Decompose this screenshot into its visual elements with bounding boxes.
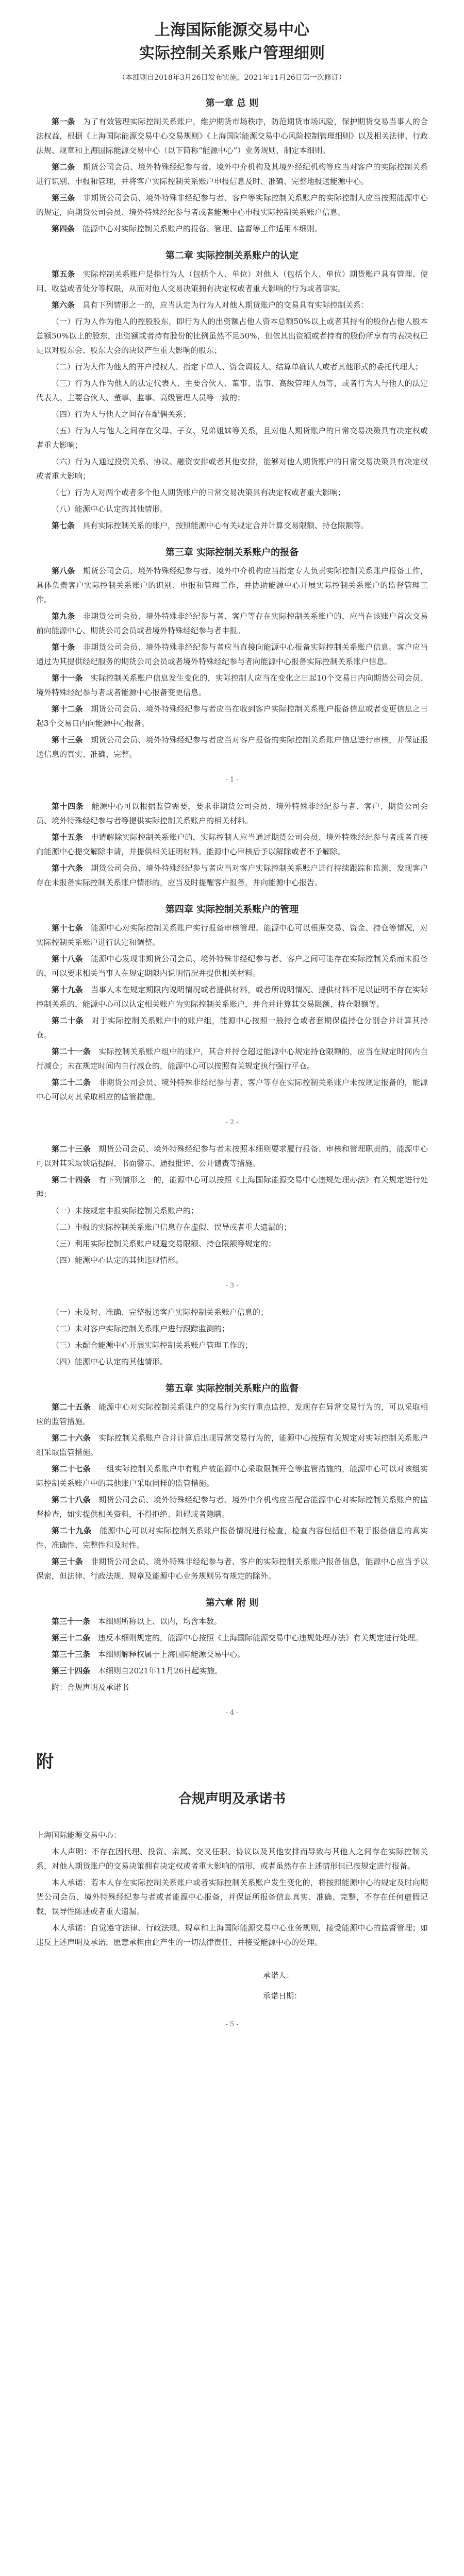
- article-number: 第九条: [52, 612, 75, 621]
- article-text: 能源中心对实际控制关系账户的报备、管理、监督等工作适用本细则。: [82, 224, 323, 233]
- article-paragraph: [36, 114, 428, 158]
- article-text: 非期货公司会员、境外特殊非经纪参与者、客户的实际控制关系账户报备信息，能源中心应当予以保密，但法律、行政法规、规章及能源中心业务规则另有规定的除外。: [36, 1557, 428, 1581]
- article-paragraph: [36, 360, 428, 374]
- chapter-heading: 第三章 实际控制关系账户的报备: [165, 547, 299, 558]
- article-text: 具有下列情形之一的，应当认定为行为人对他人期货账户的交易具有实际控制关系：: [82, 300, 369, 310]
- article-text: （二）申报的实际控制关系账户信息存在虚假、误导或者重大遗漏的；: [52, 1223, 292, 1232]
- article-text: （四）行为人与他人之间存在配偶关系；: [52, 410, 191, 419]
- article-paragraph: [36, 671, 428, 700]
- article-paragraph: [36, 1680, 428, 1694]
- article-text: 能源中心对实际控制关系账户实行报备审核管理。能源中心可以根据交易、资金、持仓等情况，对实际控制关系账户进行认定和调整。: [36, 923, 428, 947]
- article-number: 第七条: [52, 521, 75, 530]
- article-text: 期货公司会员、境外特殊经纪参与者、境外中介机构应当配合能源中心对实际控制关系账户的监督检查，如实提供相关资料，不得拒绝、阻碍或者隐瞒。: [36, 1495, 428, 1519]
- article-text: 期货公司会员、境外特殊经纪参与者应当对客户实际控制关系账户进行持续跟踪和监测，发现客户存在未报备实际控制关系账户情形的，应当及时提醒客户报备，并向能源中心报告。: [36, 863, 428, 887]
- article-paragraph: [36, 1400, 428, 1429]
- article-text: 一组实际控制关系账户中有账户被能源中心采取限制开仓等监管措施的，能源中心可以对该组实际控制关系账户中的其他账户采取同样的监管措施。: [36, 1464, 428, 1488]
- article-text: 申请解除实际控制关系账户的，实际控制人应当通过期货公司会员、境外特殊经纪参与者或者直接向能源中心提交解除申请，并提供相关证明材料。能源中心审核后予以解除或者不予解除。: [36, 833, 428, 856]
- article-text: 能源中心可以根据监管需要，要求非期货公司会员、境外特殊非经纪参与者、客户、期货公司会员、境外特殊经纪参与者等提供实际控制关系账户的相关材料。: [36, 802, 428, 825]
- annex-paragraph: 本人承诺：若本人存在实际控制关系账户或者实际控制关系账户发生变化的，将按照能源中心的规定及时向期货公司会员、境外特殊经纪参与者或者能源中心报备，并保证所报备信息真实、准确、完整，不存在任何虚假记载、误导性陈述或者重大遗漏。: [36, 1878, 428, 1916]
- article-paragraph: [36, 1647, 428, 1662]
- page-number: - 5 -: [225, 2021, 239, 2028]
- article-text: （三）未配合能源中心开展实际控制关系账户管理工作的；: [52, 1341, 253, 1350]
- title-line-2: 实际控制关系账户管理细则: [139, 44, 325, 62]
- signer-label: 承诺人：: [263, 1971, 294, 1980]
- article-text: 为了有效管理实际控制关系账户，维护期货市场秩序，防范期货市场风险，保护期货交易当事人的合法权益，根据《上海国际能源交易中心交易规则》《上海国际能源交易中心风险控制管理细则》以及相关法律、行政法规、规章和上海国际能源交易中心（以下简称“能源中心”）业务规则，制定本细则。: [36, 117, 428, 155]
- article-text: 期货公司会员、境外特殊经纪参与者、境外中介机构及其境外经纪机构等应当对客户的实际控制关系进行识别、申报和管理，并将客户实际控制关系账户申报信息及时、准确、完整地报送能源中心。: [36, 162, 428, 186]
- article-number: 第三十一条: [52, 1617, 91, 1626]
- article-paragraph: [36, 1462, 428, 1490]
- article-paragraph: [36, 640, 428, 669]
- article-paragraph: [36, 1493, 428, 1521]
- article-number: 第三十条: [52, 1557, 83, 1566]
- chapter-heading: 第六章 附 则: [205, 1598, 259, 1608]
- article-text: 非期货公司会员、境外特殊非经纪参与者、客户等实际控制关系账户的实际控制人应当按照能源中心的规定，向期货公司会员、境外特殊经纪参与者或者能源中心申报实际控制关系账户信息。: [36, 193, 428, 217]
- article-text: 非期货公司会员、境外特殊非经纪参与者、客户等存在实际控制关系账户的，应当在该账户首次交易前向能源中心、期货公司会员或者境外特殊经纪参与者申报。: [36, 612, 428, 635]
- article-paragraph: [36, 1631, 428, 1645]
- article-text: 能源中心发现非期货公司会员、境外特殊非经纪参与者、客户之间可能存在实际控制关系而未报备的，可以要求相关当事人在规定期限内说明情况并提供相关材料。: [36, 954, 428, 978]
- issuance-note: （本细则自2018年3月26日发布实施，2021年11月26日第一次修订）: [118, 74, 346, 82]
- article-paragraph: [36, 799, 428, 828]
- article-text: 本细则解释权属于上海国际能源交易中心。: [98, 1650, 245, 1659]
- article-number: 第十八条: [52, 954, 83, 963]
- article-text: 附：合规声明及承诺书: [52, 1683, 129, 1692]
- article-paragraph: [36, 502, 428, 516]
- article-text: 实际控制关系账户组中的账户，其合并持仓超过能源中心规定持仓限额的，应当在规定时间内自行减仓；未在规定时间内自行减仓的，能源中心可以按照有关规定执行强行平仓。: [36, 1047, 428, 1071]
- article-text: （七）行为人对两个或者多个他人期货账户的日常交易决策具有决定权或者重大影响；: [52, 488, 346, 497]
- article-text: 有下列情形之一的，能源中心可以按照《上海国际能源交易中心违规处理办法》有关规定进行处理：: [36, 1175, 428, 1199]
- article-text: 期货公司会员、境外特殊经纪参与者应当在收到客户实际控制关系账户报备信息或者变更信息之日起3个交易日内向能源中心报备。: [36, 704, 428, 728]
- article-number: 第二十二条: [52, 1078, 91, 1087]
- article-text: 对于实际控制关系账户中的账户组，能源中心按照一般持仓或者套期保值持仓分别合并计算其持仓。: [36, 1016, 428, 1040]
- article-text: 非期货公司会员、境外特殊非经纪参与者应当直接向能源中心报备实际控制关系账户信息。客户应当通过为其提供经纪服务的期货公司会员或者境外特殊经纪参与者向能源中心报备实际控制关系账户信息。: [36, 642, 428, 666]
- article-number: 第四条: [52, 224, 75, 233]
- article-text: （三）利用实际控制关系账户规避交易限额、持仓限额等规定的；: [52, 1239, 276, 1248]
- article-text: 当事人未在规定期限内说明情况或者提供材料，或者所说明情况、提供材料不足以证明不存在实际控制关系的，能源中心可以认定相关账户为实际控制关系账户，并合并计算其交易限额、持仓限额等。: [36, 985, 428, 1009]
- article-text: 能源中心对实际控制关系账户的交易行为实行重点监控，发现存在异常交易行为的，可以采取相应的监管措施。: [36, 1402, 428, 1426]
- article-paragraph: [36, 830, 428, 859]
- article-paragraph: [36, 314, 428, 358]
- article-number: 第三条: [52, 193, 75, 202]
- annex-title: 合规声明及承诺书: [178, 1791, 286, 1807]
- annex-addressee: 上海国际能源交易中心：: [36, 1831, 122, 1840]
- article-text: 实际控制关系账户信息发生变化的，实际控制人应当在变化之日起10个交易日内向期货公司会员、境外特殊经纪参与者或者能源中心报备变更信息。: [36, 673, 428, 697]
- article-paragraph: [36, 267, 428, 296]
- article-number: 第十九条: [52, 985, 83, 994]
- article-paragraph: [36, 1664, 428, 1678]
- article-paragraph: [36, 454, 428, 483]
- article-paragraph: [36, 1431, 428, 1460]
- article-text: （六）行为人通过投资关系、协议、融资安排或者其他安排，能够对他人期货账户的日常交易决策具有决定权或者重大影响；: [36, 457, 428, 481]
- article-number: 第六条: [52, 300, 75, 310]
- annex-label: 附: [36, 1752, 54, 1772]
- article-number: 第十三条: [52, 735, 83, 744]
- article-paragraph: [36, 733, 428, 761]
- page-number: - 4 -: [225, 1709, 239, 1717]
- article-text: （五）行为人与他人之间存在父母、子女、兄弟姐妹等关系，且对他人期货账户的日常交易决策具有决定权或者重大影响；: [36, 426, 428, 450]
- article-number: 第二十一条: [52, 1047, 91, 1056]
- chapter-heading: 第五章 实际控制关系账户的监督: [165, 1383, 299, 1394]
- chapter-heading: 第四章 实际控制关系账户的管理: [165, 904, 299, 915]
- article-text: 实际控制关系账户是指行为人（包括个人、单位）对他人（包括个人、单位）期货账户具有管理、使用、收益或者处分等权限，从而对他人交易决策拥有决定权或者重大影响的行为或者事实。: [36, 269, 428, 293]
- article-paragraph: [36, 485, 428, 500]
- article-text: 本细则自2021年11月26日起实施。: [98, 1666, 223, 1675]
- article-paragraph: [36, 1338, 428, 1352]
- article-text: 本细则所称以上、以内，均含本数。: [98, 1617, 222, 1626]
- article-number: 第三十三条: [52, 1650, 91, 1659]
- article-number: 第十二条: [52, 704, 83, 714]
- article-paragraph: [36, 1614, 428, 1629]
- article-paragraph: [36, 298, 428, 312]
- article-paragraph: [36, 191, 428, 219]
- article-number: 第二十六条: [52, 1433, 91, 1443]
- article-number: 第二十八条: [52, 1495, 91, 1504]
- article-text: 实际控制关系账户合并计算后出现异常交易行为的，能源中心按照有关规定对实际控制关系账户组采取监管措施。: [36, 1433, 428, 1457]
- chapter-heading: 第一章 总 则: [205, 98, 259, 109]
- article-number: 第三十四条: [52, 1666, 91, 1675]
- article-text: （一）未按规定申报实际控制关系账户的；: [52, 1206, 199, 1215]
- article-paragraph: [36, 1204, 428, 1218]
- page-number: - 1 -: [225, 776, 239, 784]
- article-paragraph: [36, 982, 428, 1011]
- signature-block: [263, 1965, 428, 2006]
- article-number: 第二十四条: [52, 1175, 91, 1184]
- article-text: （三）行为人作为他人的法定代表人、主要合伙人、董事、监事、高级管理人员等，或者行为人与他人的法定代表人、主要合伙人、董事、监事、高级管理人员等一致的；: [36, 379, 428, 402]
- annex-paragraph: 本人承诺：自觉遵守法律、行政法规、规章和上海国际能源交易中心业务规则，接受能源中心的监督管理；如违反上述声明及承诺，愿意承担由此产生的一切法律责任，并接受能源中心的处理。: [36, 1923, 428, 1947]
- article-paragraph: [36, 952, 428, 980]
- article-text: 非期货公司会员、境外特殊非经纪参与者、客户等存在实际控制关系账户未按规定报备的，能源中心可以对其采取相应的监管措施。: [36, 1078, 428, 1101]
- article-paragraph: [36, 160, 428, 189]
- page-number: - 2 -: [225, 1118, 239, 1126]
- article-text: 具有实际控制关系的账户，按照能源中心有关规定合并计算交易限额、持仓限额等。: [82, 521, 369, 530]
- article-text: （四）能源中心认定的其他违规情形。: [52, 1256, 184, 1265]
- article-paragraph: [36, 1321, 428, 1336]
- article-text: 期货公司会员、境外特殊经纪参与者、境外中介机构应当指定专人负责实际控制关系账户报备工作，具体负责客户实际控制关系账户的识别、申报和管理工作，并协助能源中心开展实际控制关系账户的监督管理工作。: [36, 566, 428, 604]
- article-number: 第十五条: [52, 833, 83, 842]
- article-number: 第二十五条: [52, 1402, 91, 1412]
- article-paragraph: [36, 1220, 428, 1234]
- article-paragraph: [36, 376, 428, 405]
- article-text: 违反本细则规定的，能源中心按照《上海国际能源交易中心违规处理办法》有关规定进行处理。: [98, 1633, 423, 1642]
- article-paragraph: [36, 423, 428, 452]
- article-paragraph: [36, 1075, 428, 1104]
- document-body: [36, 96, 428, 1717]
- article-number: 第十一条: [52, 673, 83, 683]
- article-number: 第一条: [52, 117, 75, 126]
- article-number: 第三十二条: [52, 1633, 91, 1642]
- article-paragraph: [36, 518, 428, 533]
- page-number: - 3 -: [225, 1282, 239, 1290]
- article-paragraph: [36, 564, 428, 607]
- article-number: 第二十三条: [52, 1144, 91, 1154]
- article-text: （一）未及时、准确、完整报送客户实际控制关系账户信息的；: [52, 1308, 269, 1317]
- title-line-1: 上海国际能源交易中心: [155, 21, 309, 39]
- article-paragraph: [36, 1354, 428, 1369]
- article-paragraph: [36, 1253, 428, 1267]
- article-text: 期货公司会员、境外特殊经纪参与者应当对客户报备的实际控制关系账户信息进行审核，并保证报送信息的真实、准确、完整。: [36, 735, 428, 759]
- article-paragraph: [36, 1173, 428, 1201]
- article-number: 第十六条: [52, 863, 83, 873]
- article-number: 第二条: [52, 162, 75, 172]
- article-paragraph: [36, 1236, 428, 1251]
- sign-date-label: 承诺日期：: [263, 1991, 302, 2001]
- article-paragraph: [36, 861, 428, 890]
- article-text: 期货公司会员、境外特殊经纪参与者未按照本细则要求履行报备、审核和管理职责的，能源中心可以对其采取谈话提醒、书面警示、通报批评、公开谴责等措施。: [36, 1144, 428, 1168]
- article-paragraph: [36, 921, 428, 950]
- article-number: 第十四条: [52, 802, 84, 811]
- article-paragraph: [36, 1523, 428, 1552]
- chapter-heading: 第二章 实际控制关系账户的认定: [165, 250, 299, 261]
- document-title: [36, 19, 428, 65]
- article-text: （二）行为人作为他人的开户授权人、指定下单人、资金调拨人、结算单确认人或者其他形式的委托代理人；: [52, 362, 423, 371]
- article-number: 第二十七条: [52, 1464, 91, 1473]
- article-number: 第十七条: [52, 923, 83, 933]
- article-number: 第二十条: [52, 1016, 84, 1025]
- article-number: 第十条: [52, 642, 75, 652]
- article-paragraph: [36, 1554, 428, 1583]
- article-paragraph: [36, 1142, 428, 1171]
- annex-paragraph: 本人声明：不存在因代理、投资、亲属、交叉任职、协议以及其他安排而导致与其他人之间存在实际控制关系，对他人期货账户的交易决策拥有决定权或者重大影响的情形，或者虽然存在上述情形但已按规定进行报备。: [36, 1847, 428, 1871]
- article-number: 第五条: [52, 269, 75, 279]
- article-paragraph: [36, 407, 428, 421]
- article-text: 能源中心可以对实际控制关系账户报备情况进行检查，检查内容包括但不限于报备信息的真实性、准确性、完整性和及时性。: [36, 1526, 428, 1550]
- article-number: 第八条: [52, 566, 75, 575]
- article-text: （八）能源中心认定的其他情形。: [52, 504, 168, 514]
- article-paragraph: [36, 222, 428, 236]
- article-paragraph: [36, 1044, 428, 1073]
- article-text: （二）未对客户实际控制关系账户进行跟踪监测的；: [52, 1324, 230, 1333]
- article-text: （四）能源中心认定的其他情形。: [52, 1357, 168, 1366]
- article-paragraph: [36, 702, 428, 731]
- article-text: （一）行为人作为他人的控股股东，即行为人的出资额占他人资本总额50%以上或者其持有的股份占他人股本总额50%以上的股东，出资额或者持有股份的比例虽然不足50%，但依其出资额或者持有的股份所享有的表决权已足以对股东会、股东大会的决议产生重大影响的股东；: [36, 317, 428, 355]
- article-paragraph: [36, 1305, 428, 1319]
- article-number: 第二十九条: [52, 1526, 92, 1535]
- article-paragraph: [36, 1013, 428, 1042]
- article-paragraph: [36, 609, 428, 638]
